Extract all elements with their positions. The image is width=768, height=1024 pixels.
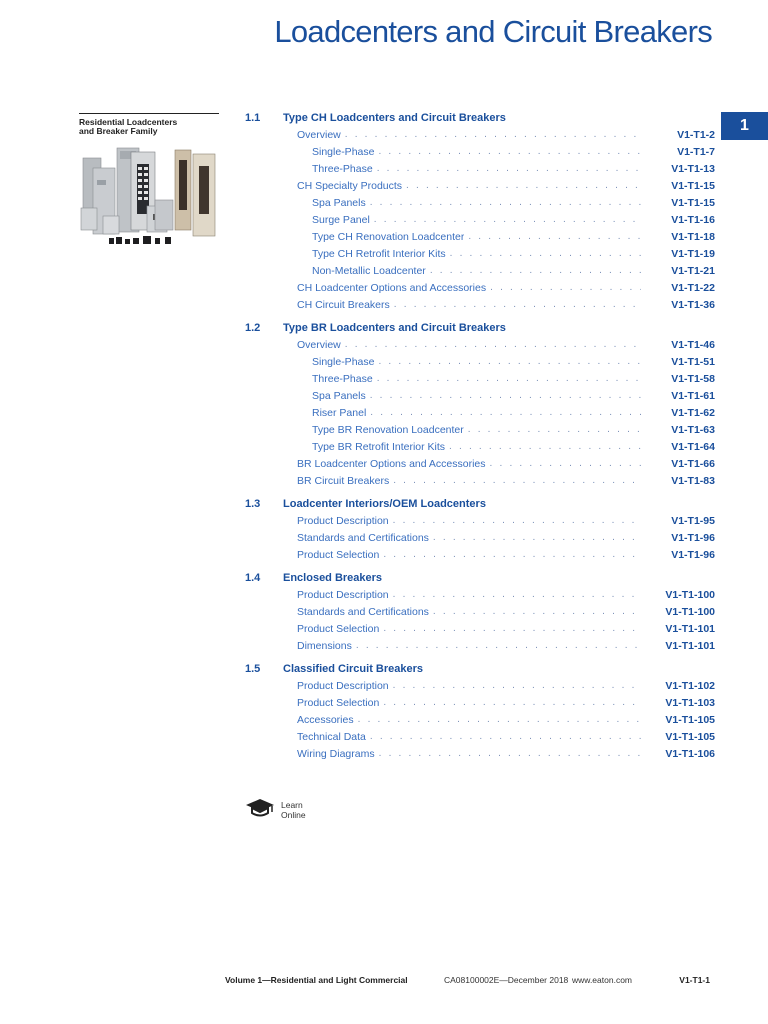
toc-entry-page: V1-T1-66 <box>671 457 715 470</box>
toc-section-number: 1.5 <box>245 663 261 675</box>
toc-entry-page: V1-T1-103 <box>665 696 715 709</box>
footer-page-number: V1-T1-1 <box>679 975 710 985</box>
toc-entry[interactable] <box>245 160 715 177</box>
toc-entry-page: V1-T1-16 <box>671 213 715 226</box>
toc-entry-page: V1-T1-95 <box>671 514 715 527</box>
toc-entry[interactable] <box>245 603 715 620</box>
toc-entry[interactable] <box>245 177 715 194</box>
toc-entry-label: Three-Phase <box>312 162 373 175</box>
toc-entry[interactable] <box>245 620 715 637</box>
toc-entry[interactable] <box>245 529 715 546</box>
toc-entry-page: V1-T1-63 <box>671 423 715 436</box>
toc-entry-page: V1-T1-15 <box>671 179 715 192</box>
toc-section-heading[interactable] <box>245 661 715 677</box>
toc-entry[interactable] <box>245 228 715 245</box>
toc-entry[interactable] <box>245 353 715 370</box>
page-title: Loadcenters and Circuit Breakers <box>274 14 712 49</box>
toc-entry-label: Accessories <box>297 713 354 726</box>
toc-entry[interactable] <box>245 194 715 211</box>
toc-entry[interactable] <box>245 711 715 728</box>
toc-section-title: Enclosed Breakers <box>283 572 383 584</box>
toc-entry[interactable] <box>245 455 715 472</box>
sidebar-caption-line2: and Breaker Family <box>79 126 158 136</box>
toc-entry-page: V1-T1-36 <box>671 298 715 311</box>
dot-leader <box>358 713 641 726</box>
toc-entry[interactable] <box>245 728 715 745</box>
toc-entry[interactable] <box>245 296 715 313</box>
toc-entry[interactable] <box>245 438 715 455</box>
toc-entry-label: CH Specialty Products <box>297 179 403 192</box>
toc-entry[interactable] <box>245 586 715 603</box>
toc-entry-label: CH Loadcenter Options and Accessories <box>297 281 487 294</box>
chapter-tab[interactable]: 1 <box>721 112 768 140</box>
toc-section-heading[interactable] <box>245 570 715 586</box>
toc-section-heading[interactable] <box>245 320 715 336</box>
toc-section <box>245 661 715 762</box>
toc-entry-page: V1-T1-51 <box>671 355 715 368</box>
toc-entry-label: Product Selection <box>297 622 380 635</box>
toc-section-number: 1.4 <box>245 572 261 584</box>
toc-entry-page: V1-T1-105 <box>665 730 715 743</box>
dot-leader <box>406 179 641 192</box>
toc-entry-page: V1-T1-105 <box>665 713 715 726</box>
toc-entry-label: Spa Panels <box>312 196 366 209</box>
toc-entry-label: CH Circuit Breakers <box>297 298 390 311</box>
dot-leader <box>449 440 641 453</box>
toc-entry-page: V1-T1-106 <box>665 747 715 760</box>
toc-entry-label: Three-Phase <box>312 372 373 385</box>
dot-leader <box>393 588 641 601</box>
dot-leader <box>377 372 641 385</box>
dot-leader <box>433 605 641 618</box>
toc-entry-label: BR Loadcenter Options and Accessories <box>297 457 486 470</box>
toc-entry-label: Riser Panel <box>312 406 367 419</box>
toc-entry[interactable] <box>245 336 715 353</box>
dot-leader <box>377 162 641 175</box>
toc-entry-label: Wiring Diagrams <box>297 747 375 760</box>
toc-entry-page: V1-T1-100 <box>665 605 715 618</box>
toc-entry-label: Overview <box>297 338 341 351</box>
toc-section <box>245 110 715 313</box>
footer-document-code: CA08100002E—December 2018 <box>444 975 569 985</box>
toc-entry[interactable] <box>245 637 715 654</box>
toc-entry-label: BR Circuit Breakers <box>297 474 390 487</box>
toc-entry-page: V1-T1-102 <box>665 679 715 692</box>
toc-entry-page: V1-T1-96 <box>671 531 715 544</box>
toc-entry-label: Type BR Retrofit Interior Kits <box>312 440 446 453</box>
toc-entry-label: Product Description <box>297 679 389 692</box>
dot-leader <box>345 338 641 351</box>
page-footer <box>0 975 768 989</box>
footer-website-link[interactable]: www.eaton.com <box>572 975 632 985</box>
toc-section <box>245 320 715 489</box>
toc-entry[interactable] <box>245 404 715 421</box>
toc-entry-label: Type CH Renovation Loadcenter <box>312 230 465 243</box>
toc-entry-page: V1-T1-13 <box>671 162 715 175</box>
learn-label: Learn <box>281 799 303 810</box>
sidebar-caption <box>79 114 179 136</box>
toc-entry[interactable] <box>245 472 715 489</box>
toc-entry-label: Technical Data <box>297 730 366 743</box>
toc-entry-page: V1-T1-101 <box>665 639 715 652</box>
dot-leader <box>370 406 641 419</box>
dot-leader <box>394 298 641 311</box>
dot-leader <box>468 423 641 436</box>
toc-section <box>245 496 715 563</box>
dot-leader <box>345 128 641 141</box>
toc-entry-label: Product Selection <box>297 696 380 709</box>
dot-leader <box>370 730 641 743</box>
toc-section <box>245 570 715 654</box>
toc-entry-label: Non-Metallic Loadcenter <box>312 264 426 277</box>
toc-entry-page: V1-T1-19 <box>671 247 715 260</box>
toc-section-number: 1.1 <box>245 112 261 124</box>
toc-entry[interactable] <box>245 370 715 387</box>
graduation-cap-icon <box>245 797 275 822</box>
toc-section-heading[interactable] <box>245 496 715 512</box>
toc-entry-page: V1-T1-101 <box>665 622 715 635</box>
dot-leader <box>378 355 641 368</box>
dot-leader <box>374 213 641 226</box>
toc-section-number: 1.3 <box>245 498 261 510</box>
toc-entry-page: V1-T1-96 <box>671 548 715 561</box>
toc-section-number: 1.2 <box>245 322 261 334</box>
table-of-contents <box>245 110 715 769</box>
dot-leader <box>393 514 641 527</box>
toc-entry-page: V1-T1-15 <box>671 196 715 209</box>
toc-section-heading[interactable] <box>245 110 715 126</box>
dot-leader <box>356 639 641 652</box>
toc-section-title: Classified Circuit Breakers <box>283 663 424 675</box>
dot-leader <box>370 389 641 402</box>
dot-leader <box>383 548 641 561</box>
toc-entry-page: V1-T1-18 <box>671 230 715 243</box>
toc-entry[interactable] <box>245 279 715 296</box>
toc-section-title: Type CH Loadcenters and Circuit Breakers <box>283 112 506 124</box>
toc-entry[interactable] <box>245 387 715 404</box>
toc-entry-page: V1-T1-62 <box>671 406 715 419</box>
toc-entry[interactable] <box>245 421 715 438</box>
toc-section-title: Type BR Loadcenters and Circuit Breakers <box>283 322 506 334</box>
dot-leader <box>393 679 641 692</box>
toc-entry-label: Single-Phase <box>312 355 375 368</box>
toc-entry-label: Surge Panel <box>312 213 370 226</box>
dot-leader <box>370 196 641 209</box>
dot-leader <box>379 747 641 760</box>
dot-leader <box>383 696 641 709</box>
dot-leader <box>468 230 641 243</box>
dot-leader <box>430 264 641 277</box>
toc-entry-page: V1-T1-58 <box>671 372 715 385</box>
sidebar <box>79 113 219 248</box>
dot-leader <box>383 622 641 635</box>
toc-entry-label: Overview <box>297 128 341 141</box>
toc-entry[interactable] <box>245 126 715 143</box>
online-label: Online <box>281 809 306 820</box>
toc-entry-page: V1-T1-83 <box>671 474 715 487</box>
toc-entry-label: Product Description <box>297 588 389 601</box>
toc-entry-label: Single-Phase <box>312 145 375 158</box>
dot-leader <box>393 474 641 487</box>
toc-entry-page: V1-T1-46 <box>671 338 715 351</box>
toc-entry[interactable] <box>245 143 715 160</box>
learn-online-link[interactable] <box>245 797 306 822</box>
toc-entry-page: V1-T1-21 <box>671 264 715 277</box>
footer-volume: Volume 1—Residential and Light Commercial <box>225 975 408 985</box>
toc-entry[interactable] <box>245 512 715 529</box>
toc-entry[interactable] <box>245 211 715 228</box>
dot-leader <box>450 247 641 260</box>
toc-entry-page: V1-T1-22 <box>671 281 715 294</box>
toc-entry[interactable] <box>245 262 715 279</box>
dot-leader <box>433 531 641 544</box>
toc-entry-page: V1-T1-64 <box>671 440 715 453</box>
toc-entry[interactable] <box>245 245 715 262</box>
dot-leader <box>490 281 641 294</box>
dot-leader <box>490 457 641 470</box>
toc-entry[interactable] <box>245 546 715 563</box>
toc-entry[interactable] <box>245 745 715 762</box>
toc-section-title: Loadcenter Interiors/OEM Loadcenters <box>283 498 486 510</box>
toc-entry-label: Standards and Certifications <box>297 605 429 618</box>
dot-leader <box>378 145 641 158</box>
toc-entry-label: Product Selection <box>297 548 380 561</box>
toc-entry-page: V1-T1-100 <box>665 588 715 601</box>
toc-entry-page: V1-T1-2 <box>677 128 715 141</box>
toc-entry-label: Spa Panels <box>312 389 366 402</box>
product-family-image <box>79 144 221 248</box>
toc-entry-label: Standards and Certifications <box>297 531 429 544</box>
toc-entry[interactable] <box>245 677 715 694</box>
toc-entry-label: Product Description <box>297 514 389 527</box>
toc-entry-page: V1-T1-61 <box>671 389 715 402</box>
toc-entry-label: Type CH Retrofit Interior Kits <box>312 247 446 260</box>
toc-entry-label: Dimensions <box>297 639 352 652</box>
toc-entry-page: V1-T1-7 <box>677 145 715 158</box>
toc-entry[interactable] <box>245 694 715 711</box>
sidebar-caption-line1: Residential Loadcenters <box>79 117 178 127</box>
toc-entry-label: Type BR Renovation Loadcenter <box>312 423 464 436</box>
